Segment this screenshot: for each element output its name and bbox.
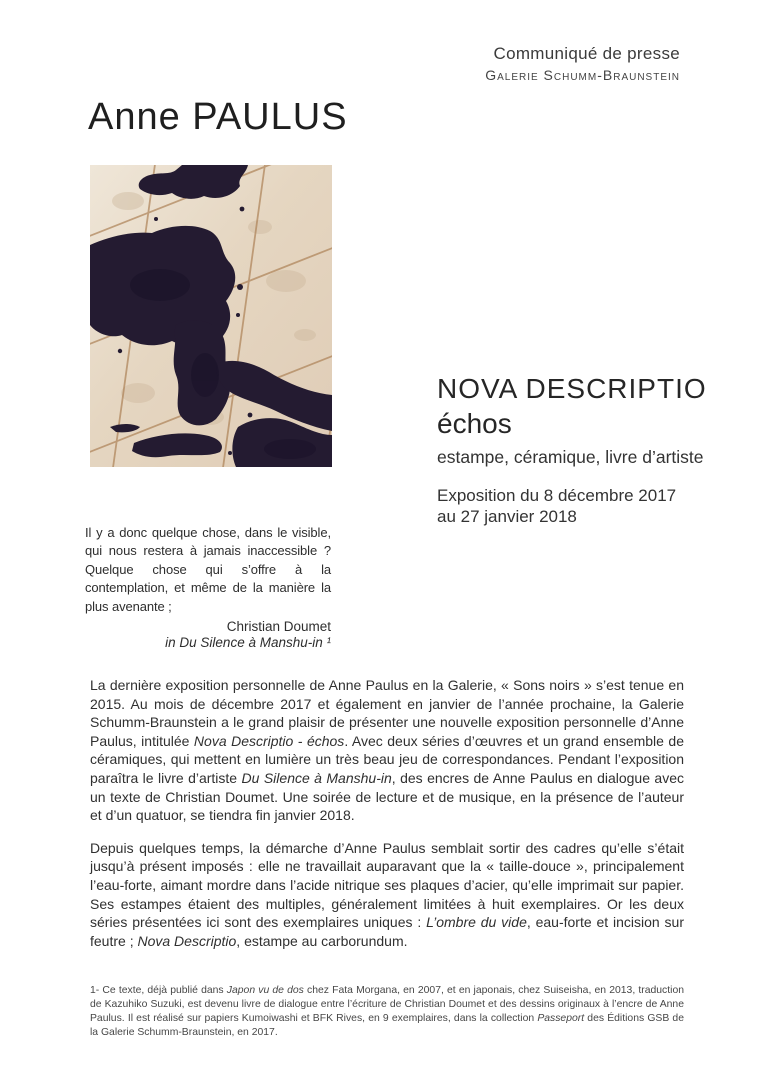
body-paragraph-1: La dernière exposition personnelle de Anne Paulus en la Galerie, « Sons noirs » s’est tenue en 2015. Au mois de décembre 2017 et également en janvier de l’année prochaine, la Galerie Schumm-Braunstein a le grand plaisir de présenter une nouvelle exposition personnelle d’Anne Paulus, intitulée Nova Descriptio - échos. Avec deux séries d’œuvres et un grand ensemble de céramiques, qui mettent en lumière un très beau jeu de correspondances. Pendant l’exposition paraîtra le livre d’artiste Du Silence à Manshu-in, des encres de Anne Paulus en dialogue avec un texte de Christian Doumet. Une soirée de lecture et de musique, en la présence de l’auteur et d’un quatuor, se tiendra fin janvier 2018. [90, 677, 684, 824]
quote-text: Il y a donc quelque chose, dans le visible, qui nous restera à jamais inaccessible ? Quelque chose qui s’offre à la contemplation, et même de la manière la plus avenante ; [85, 525, 331, 614]
exhibition-block [437, 374, 707, 528]
body-paragraph-2: Depuis quelques temps, la démarche d’Anne Paulus semblait sortir des cadres qu’elle s’était jusqu’à présent imposés : elle ne travaillait auparavant que la « taille-douce », principalement l’eau-forte, aimant mordre dans l’acide nitrique ses plaques d’acier, qu’elle imprimait sur papier. Ses estampes étaient des multiples, généralement limitées à huit exemplaires. Or les deux séries présentées ici sont des exemplaires uniques : L’ombre du vide, eau-forte et incision sur feutre ; Nova Descriptio, estampe au carborundum. [90, 839, 684, 949]
quote-source: in Du Silence à Manshu-in ¹ [165, 635, 331, 651]
artwork-photo [90, 165, 332, 467]
pull-quote [85, 524, 331, 650]
exhibition-title: NOVA DESCRIPTIO [437, 373, 707, 404]
gallery-name: Galerie Schumm-Braunstein [485, 67, 680, 83]
artist-name-title: Anne PAULUS [88, 96, 348, 138]
quote-author: Christian Doumet [226, 619, 331, 635]
exhibition-date-line1: Exposition du 8 décembre 2017 [437, 485, 677, 505]
footnote: 1- Ce texte, déjà publié dans Japon vu de dos chez Fata Morgana, en 2007, et en japonais, chez Suiseisha, en 2013, traduction de Kazuhiko Suzuki, est devenu livre de dialogue entre l’écriture de Christian Doumet et des dessins originaux à l’encre de Anne Paulus. Il est réalisé sur papiers Kumoiwashi et BFK Rives, en 9 exemplaires, dans la collection Passeport des Éditions GSB de la Galerie Schumm-Braunstein, en 2017. [90, 985, 685, 1038]
document-type: Communiqué de presse [493, 44, 680, 63]
exhibition-media: estampe, céramique, livre d’artiste [437, 446, 704, 467]
artwork-image [90, 165, 332, 467]
exhibition-subtitle: échos [437, 407, 512, 439]
masthead [485, 44, 680, 83]
exhibition-date-line2: au 27 janvier 2018 [437, 507, 577, 527]
body-text [90, 676, 684, 964]
exhibition-dates [437, 485, 707, 529]
